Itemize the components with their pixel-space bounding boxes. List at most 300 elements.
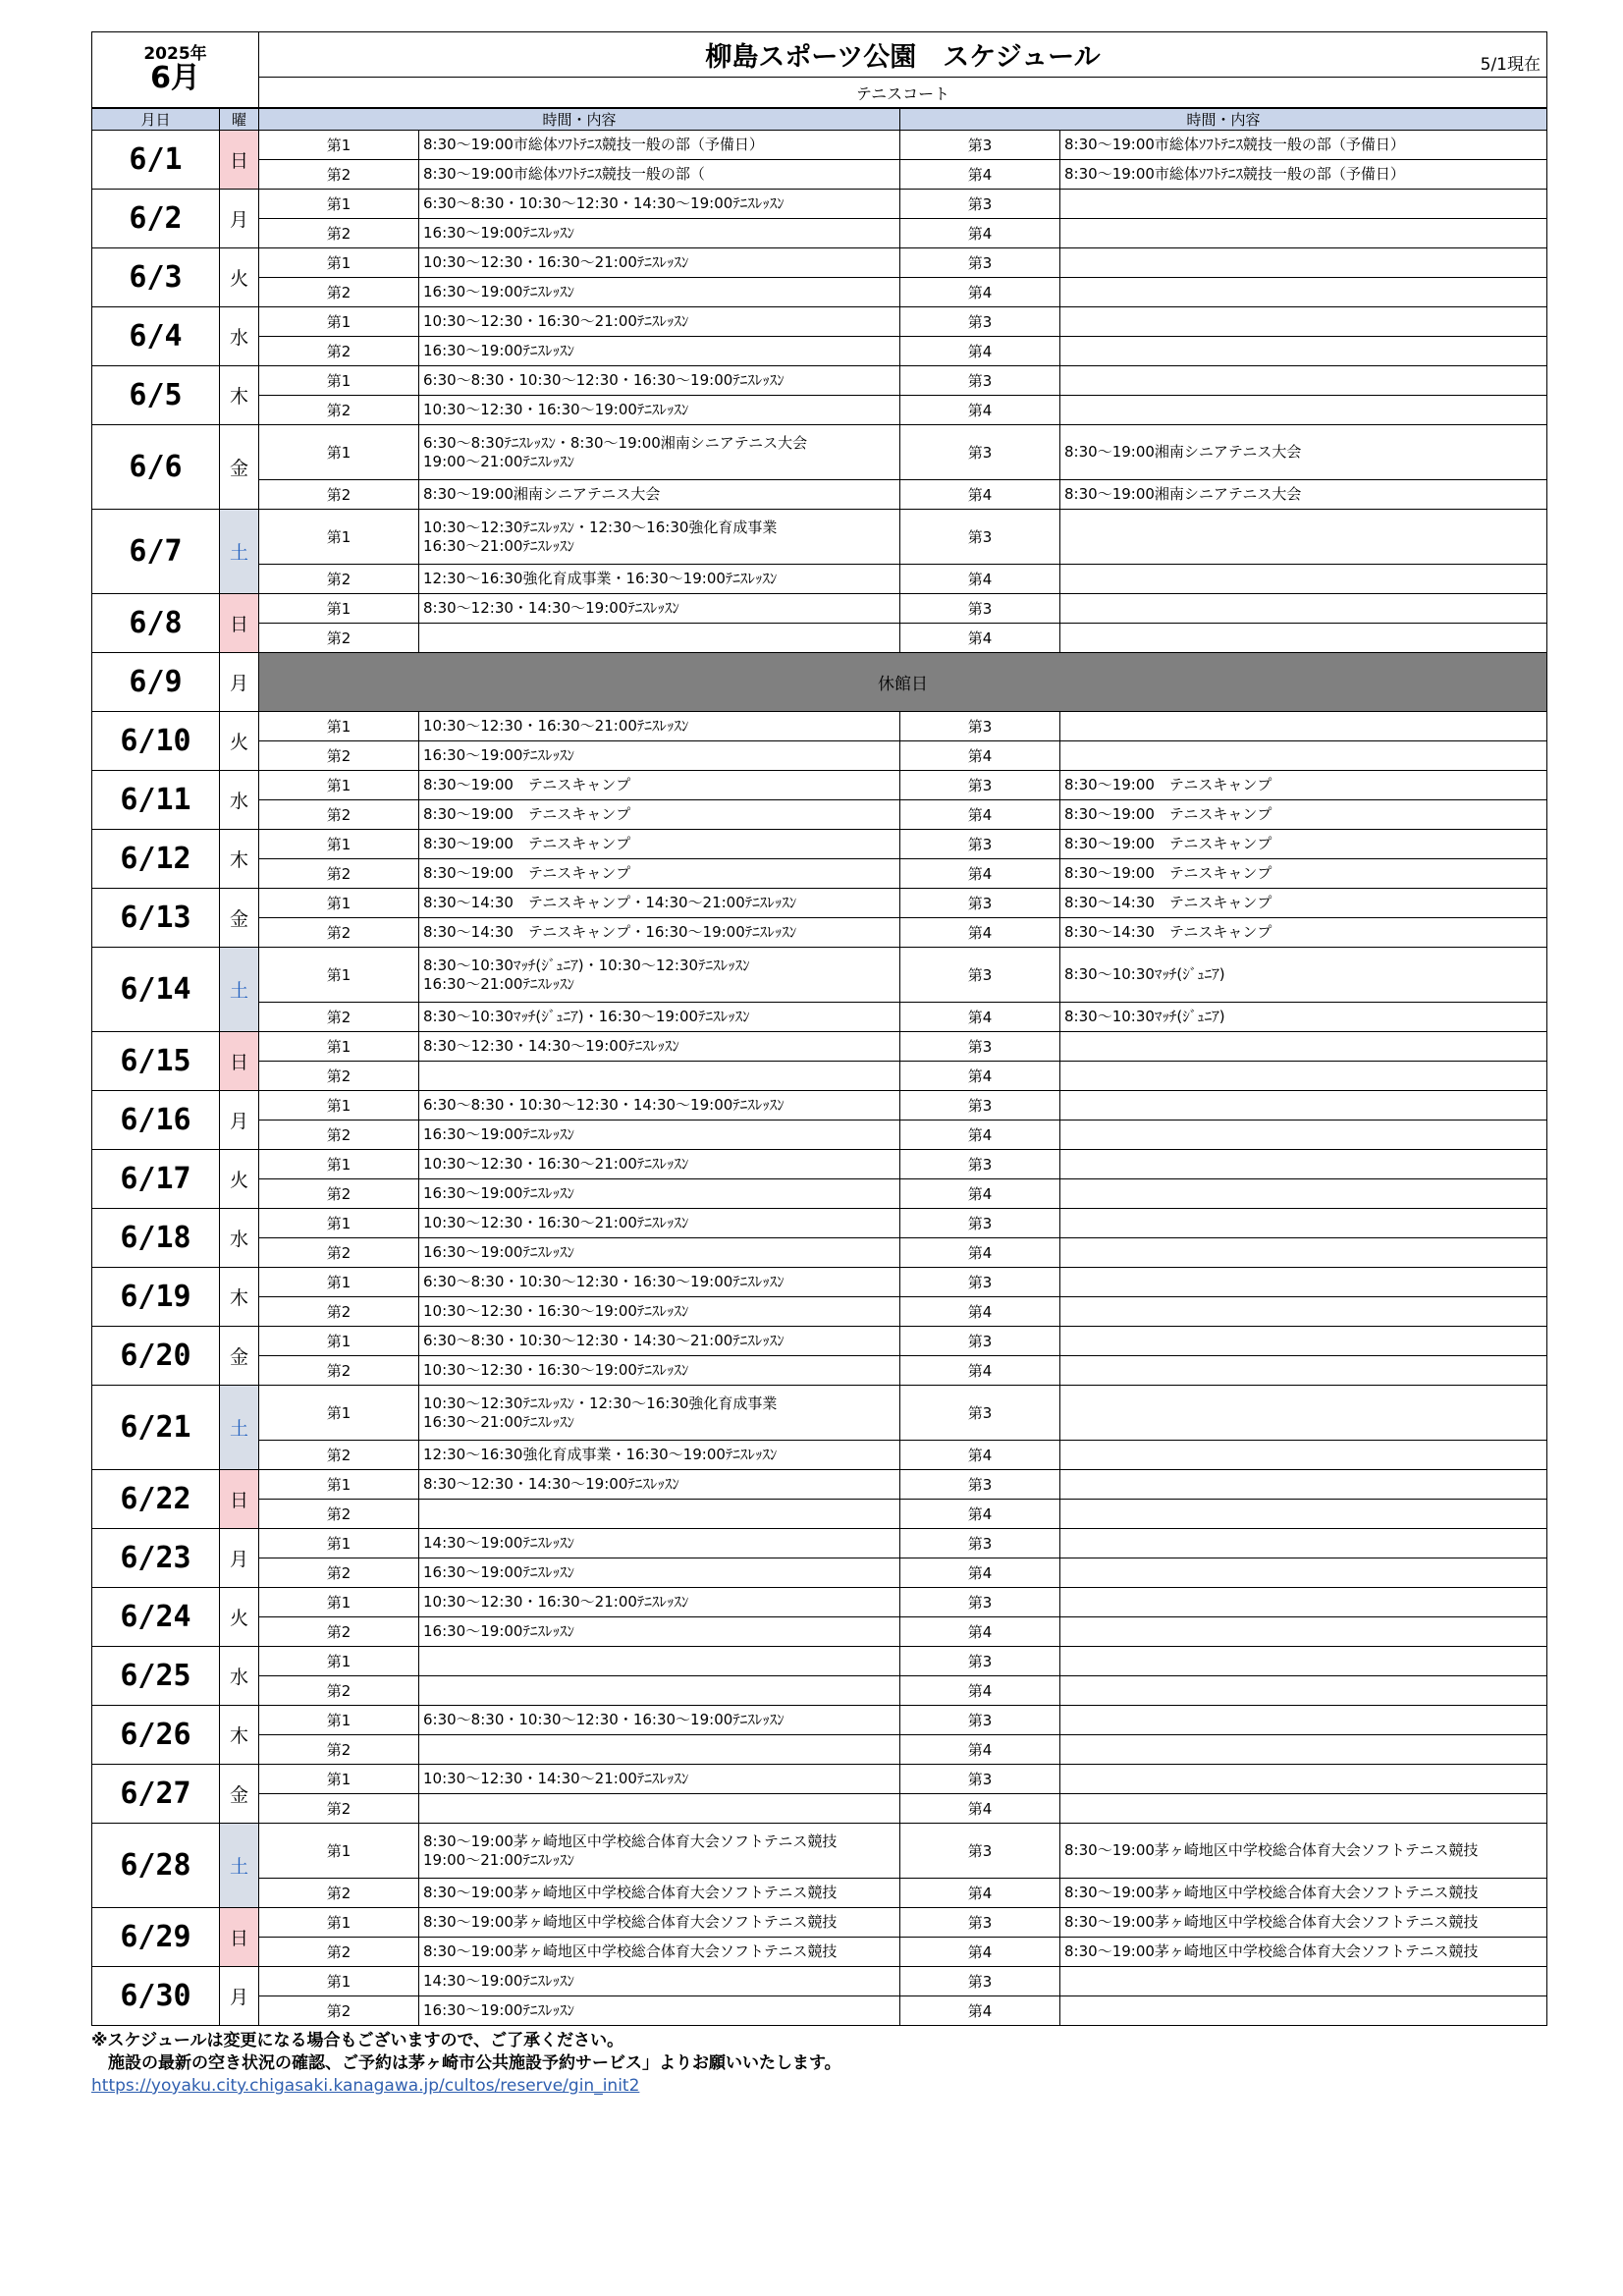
court-label: 第4: [900, 337, 1060, 366]
court-schedule-text: [1060, 278, 1547, 307]
court-schedule-text: 8:30～12:30・14:30～19:00ﾃﾆｽﾚｯｽﾝ: [419, 1032, 900, 1062]
court-label: 第2: [259, 741, 419, 771]
court-label: 第4: [900, 160, 1060, 190]
court-label: 第2: [259, 1003, 419, 1032]
dow-cell: 水: [220, 1647, 259, 1706]
court-schedule-text: 8:30～10:30ﾏｯﾁ(ｼﾞｭﾆｱ)・10:30～12:30ﾃﾆｽﾚｯｽﾝ 16:30～21:00ﾃﾆｽﾚｯｽﾝ: [419, 948, 900, 1003]
court-schedule-text: [1060, 1356, 1547, 1386]
court-label: 第2: [259, 1879, 419, 1908]
closed-day-cell: 休館日: [259, 653, 1547, 712]
court-schedule-text: 6:30～8:30・10:30～12:30・16:30～19:00ﾃﾆｽﾚｯｽﾝ: [419, 366, 900, 396]
court-row: [92, 1996, 1547, 2026]
court-row: [92, 337, 1547, 366]
dow-cell: 月: [220, 190, 259, 248]
date-cell: 6/13: [92, 889, 220, 948]
court-row: [92, 1268, 1547, 1297]
court-row: [92, 859, 1547, 889]
court-schedule-text: 6:30～8:30・10:30～12:30・14:30～19:00ﾃﾆｽﾚｯｽﾝ: [419, 1091, 900, 1121]
court-schedule-text: [1060, 741, 1547, 771]
dow-cell: 水: [220, 1209, 259, 1268]
court-schedule-text: [1060, 1529, 1547, 1558]
date-cell: 6/9: [92, 653, 220, 712]
court-label: 第1: [259, 1647, 419, 1676]
court-schedule-text: [1060, 1617, 1547, 1647]
dow-cell: 金: [220, 425, 259, 510]
court-label: 第2: [259, 396, 419, 425]
court-row: [92, 425, 1547, 480]
court-label: 第4: [900, 624, 1060, 653]
date-cell: 6/7: [92, 510, 220, 594]
court-schedule-text: [1060, 337, 1547, 366]
court-label: 第4: [900, 278, 1060, 307]
month-label: 6月: [150, 61, 200, 95]
court-schedule-text: [1060, 190, 1547, 219]
court-label: 第3: [900, 830, 1060, 859]
court-label: 第3: [900, 1647, 1060, 1676]
court-label: 第4: [900, 1121, 1060, 1150]
court-label: 第4: [900, 1794, 1060, 1824]
court-schedule-text: [1060, 1735, 1547, 1765]
court-schedule-text: 8:30～19:00市総体ｿﾌﾄﾃﾆｽ競技一般の部（予備日）: [1060, 131, 1547, 160]
court-label: 第1: [259, 1588, 419, 1617]
date-cell: 6/3: [92, 248, 220, 307]
court-schedule-text: [1060, 1327, 1547, 1356]
court-label: 第3: [900, 771, 1060, 800]
court-schedule-text: 16:30～19:00ﾃﾆｽﾚｯｽﾝ: [419, 219, 900, 248]
court-schedule-text: 14:30～19:00ﾃﾆｽﾚｯｽﾝ: [419, 1529, 900, 1558]
court-schedule-text: 8:30～19:00市総体ｿﾌﾄﾃﾆｽ競技一般の部（予備日）: [419, 131, 900, 160]
court-label: 第4: [900, 1003, 1060, 1032]
court-row: [92, 396, 1547, 425]
schedule-header-table: [91, 31, 1547, 108]
date-cell: 6/17: [92, 1150, 220, 1209]
dow-cell: 金: [220, 889, 259, 948]
col-time-right-header: 時間・内容: [900, 109, 1547, 131]
court-row: [92, 1735, 1547, 1765]
court-label: 第2: [259, 1794, 419, 1824]
court-schedule-text: 10:30～12:30・16:30～21:00ﾃﾆｽﾚｯｽﾝ: [419, 1209, 900, 1238]
court-label: 第3: [900, 366, 1060, 396]
date-cell: 6/22: [92, 1470, 220, 1529]
court-label: 第3: [900, 1386, 1060, 1441]
dow-cell: 木: [220, 830, 259, 889]
date-cell: 6/16: [92, 1091, 220, 1150]
court-label: 第4: [900, 1617, 1060, 1647]
court-row: [92, 248, 1547, 278]
court-row: [92, 1209, 1547, 1238]
court-schedule-text: [1060, 1238, 1547, 1268]
court-schedule-text: 16:30～19:00ﾃﾆｽﾚｯｽﾝ: [419, 1179, 900, 1209]
court-schedule-text: 8:30～19:00 テニスキャンプ: [419, 830, 900, 859]
court-schedule-text: 10:30～12:30・16:30～21:00ﾃﾆｽﾚｯｽﾝ: [419, 712, 900, 741]
court-label: 第4: [900, 1735, 1060, 1765]
court-row: [92, 510, 1547, 565]
dow-cell: 火: [220, 248, 259, 307]
court-label: 第2: [259, 859, 419, 889]
court-row: [92, 771, 1547, 800]
facility-label: テニスコート: [259, 78, 1547, 108]
court-label: 第2: [259, 278, 419, 307]
court-label: 第2: [259, 1617, 419, 1647]
court-schedule-text: [419, 1062, 900, 1091]
court-schedule-text: 8:30～10:30ﾏｯﾁ(ｼﾞｭﾆｱ)・16:30～19:00ﾃﾆｽﾚｯｽﾝ: [419, 1003, 900, 1032]
court-schedule-text: [1060, 1032, 1547, 1062]
year-month-cell: [92, 32, 259, 108]
court-label: 第1: [259, 1209, 419, 1238]
court-label: 第1: [259, 948, 419, 1003]
court-schedule-text: 8:30～10:30ﾏｯﾁ(ｼﾞｭﾆｱ): [1060, 948, 1547, 1003]
reservation-link[interactable]: https://yoyaku.city.chigasaki.kanagawa.jp/cultos/reserve/gin_init2: [91, 2076, 640, 2096]
date-cell: 6/11: [92, 771, 220, 830]
court-schedule-text: 8:30～19:00茅ヶ崎地区中学校総合体育大会ソフトテニス競技: [1060, 1824, 1547, 1879]
court-label: 第1: [259, 366, 419, 396]
court-label: 第4: [900, 480, 1060, 510]
court-label: 第4: [900, 1238, 1060, 1268]
court-label: 第2: [259, 1938, 419, 1967]
date-cell: 6/30: [92, 1967, 220, 2026]
court-schedule-text: 16:30～19:00ﾃﾆｽﾚｯｽﾝ: [419, 741, 900, 771]
court-label: 第2: [259, 1356, 419, 1386]
date-cell: 6/18: [92, 1209, 220, 1268]
court-label: 第1: [259, 131, 419, 160]
court-schedule-text: 10:30～12:30・14:30～21:00ﾃﾆｽﾚｯｽﾝ: [419, 1765, 900, 1794]
court-label: 第2: [259, 1676, 419, 1706]
court-label: 第4: [900, 1441, 1060, 1470]
note-line-1: ※スケジュールは変更になる場合もございますので、ご了承ください。: [91, 2031, 624, 2050]
date-cell: 6/28: [92, 1824, 220, 1908]
dow-cell: 火: [220, 1588, 259, 1647]
court-label: 第2: [259, 1558, 419, 1588]
court-label: 第4: [900, 1558, 1060, 1588]
court-label: 第2: [259, 160, 419, 190]
court-schedule-text: 8:30～19:00市総体ｿﾌﾄﾃﾆｽ競技一般の部（: [419, 160, 900, 190]
court-label: 第3: [900, 307, 1060, 337]
court-row: [92, 1647, 1547, 1676]
dow-cell: 月: [220, 1967, 259, 2026]
court-label: 第1: [259, 307, 419, 337]
court-schedule-text: 10:30～12:30・16:30～19:00ﾃﾆｽﾚｯｽﾝ: [419, 1297, 900, 1327]
court-label: 第1: [259, 1967, 419, 1996]
court-label: 第1: [259, 510, 419, 565]
date-cell: 6/5: [92, 366, 220, 425]
court-row: [92, 1529, 1547, 1558]
court-schedule-text: 16:30～19:00ﾃﾆｽﾚｯｽﾝ: [419, 278, 900, 307]
court-schedule-text: [1060, 1179, 1547, 1209]
court-schedule-text: [419, 1794, 900, 1824]
court-schedule-text: 8:30～19:00茅ヶ崎地区中学校総合体育大会ソフトテニス競技: [419, 1908, 900, 1938]
court-schedule-text: [1060, 594, 1547, 624]
court-label: 第4: [900, 1879, 1060, 1908]
date-cell: 6/20: [92, 1327, 220, 1386]
court-schedule-text: 8:30～10:30ﾏｯﾁ(ｼﾞｭﾆｱ): [1060, 1003, 1547, 1032]
court-label: 第3: [900, 1908, 1060, 1938]
court-label: 第3: [900, 425, 1060, 480]
court-schedule-text: 8:30～14:30 テニスキャンプ・14:30～21:00ﾃﾆｽﾚｯｽﾝ: [419, 889, 900, 918]
court-schedule-text: 8:30～19:00茅ヶ崎地区中学校総合体育大会ソフトテニス競技: [1060, 1938, 1547, 1967]
court-row: [92, 1879, 1547, 1908]
court-row: [92, 1062, 1547, 1091]
court-schedule-text: [1060, 1588, 1547, 1617]
date-cell: 6/21: [92, 1386, 220, 1470]
court-row: [92, 1824, 1547, 1879]
court-label: 第4: [900, 859, 1060, 889]
court-schedule-text: [1060, 1091, 1547, 1121]
court-row: [92, 1121, 1547, 1150]
court-schedule-text: 8:30～12:30・14:30～19:00ﾃﾆｽﾚｯｽﾝ: [419, 1470, 900, 1500]
dow-cell: 土: [220, 510, 259, 594]
court-schedule-text: 12:30～16:30強化育成事業・16:30～19:00ﾃﾆｽﾚｯｽﾝ: [419, 565, 900, 594]
court-label: 第2: [259, 624, 419, 653]
court-label: 第3: [900, 948, 1060, 1003]
court-schedule-text: 8:30～19:00 テニスキャンプ: [419, 800, 900, 830]
court-schedule-text: [1060, 1297, 1547, 1327]
court-label: 第3: [900, 1824, 1060, 1879]
court-label: 第1: [259, 1470, 419, 1500]
col-time-left-header: 時間・内容: [259, 109, 900, 131]
court-row: [92, 830, 1547, 859]
court-row: [92, 1441, 1547, 1470]
court-schedule-text: 8:30～19:00 テニスキャンプ: [1060, 830, 1547, 859]
court-schedule-text: [1060, 396, 1547, 425]
court-schedule-text: 16:30～19:00ﾃﾆｽﾚｯｽﾝ: [419, 1996, 900, 2026]
court-schedule-text: 8:30～12:30・14:30～19:00ﾃﾆｽﾚｯｽﾝ: [419, 594, 900, 624]
dow-cell: 日: [220, 1470, 259, 1529]
dow-cell: 水: [220, 771, 259, 830]
court-label: 第4: [900, 396, 1060, 425]
court-schedule-text: 10:30～12:30・16:30～21:00ﾃﾆｽﾚｯｽﾝ: [419, 1150, 900, 1179]
court-label: 第4: [900, 1996, 1060, 2026]
court-label: 第1: [259, 1706, 419, 1735]
court-label: 第3: [900, 1091, 1060, 1121]
schedule-sheet: [91, 31, 1546, 2098]
court-schedule-text: 8:30～19:00 テニスキャンプ: [1060, 800, 1547, 830]
dow-cell: 土: [220, 1386, 259, 1470]
court-label: 第2: [259, 1996, 419, 2026]
court-schedule-text: [1060, 366, 1547, 396]
court-label: 第2: [259, 1500, 419, 1529]
court-schedule-text: [1060, 510, 1547, 565]
court-row: [92, 800, 1547, 830]
court-schedule-text: 6:30～8:30・10:30～12:30・16:30～19:00ﾃﾆｽﾚｯｽﾝ: [419, 1268, 900, 1297]
date-cell: 6/23: [92, 1529, 220, 1588]
court-label: 第3: [900, 1588, 1060, 1617]
court-row: [92, 1500, 1547, 1529]
court-schedule-text: [1060, 1121, 1547, 1150]
court-schedule-text: [1060, 1470, 1547, 1500]
court-schedule-text: 8:30～19:00茅ヶ崎地区中学校総合体育大会ソフトテニス競技: [419, 1879, 900, 1908]
court-schedule-text: 8:30～14:30 テニスキャンプ: [1060, 918, 1547, 948]
court-label: 第3: [900, 1209, 1060, 1238]
dow-cell: 水: [220, 307, 259, 366]
court-schedule-text: [1060, 1386, 1547, 1441]
court-label: 第3: [900, 131, 1060, 160]
dow-cell: 金: [220, 1765, 259, 1824]
court-row: [92, 565, 1547, 594]
court-label: 第3: [900, 1032, 1060, 1062]
court-row: [92, 1794, 1547, 1824]
court-schedule-text: [419, 1676, 900, 1706]
court-schedule-text: 6:30～8:30ﾃﾆｽﾚｯｽﾝ・8:30～19:00湘南シニアテニス大会 19:00～21:00ﾃﾆｽﾚｯｽﾝ: [419, 425, 900, 480]
column-header-row: [92, 109, 1547, 131]
court-label: 第1: [259, 1765, 419, 1794]
court-row: [92, 1676, 1547, 1706]
court-label: 第3: [900, 1150, 1060, 1179]
dow-cell: 土: [220, 948, 259, 1032]
court-row: [92, 712, 1547, 741]
court-label: 第2: [259, 337, 419, 366]
court-row: [92, 278, 1547, 307]
court-label: 第3: [900, 190, 1060, 219]
court-label: 第2: [259, 1735, 419, 1765]
court-schedule-text: [419, 1735, 900, 1765]
date-cell: 6/24: [92, 1588, 220, 1647]
dow-cell: 月: [220, 1091, 259, 1150]
col-dow-header: 曜: [220, 109, 259, 131]
schedule-grid: [91, 108, 1547, 2026]
court-label: 第2: [259, 1441, 419, 1470]
court-label: 第3: [900, 1529, 1060, 1558]
as-of-date: 5/1現在: [1480, 55, 1541, 75]
court-schedule-text: [1060, 1676, 1547, 1706]
dow-cell: 木: [220, 1706, 259, 1765]
court-schedule-text: [1060, 624, 1547, 653]
court-label: 第4: [900, 565, 1060, 594]
court-label: 第4: [900, 1356, 1060, 1386]
court-schedule-text: 8:30～14:30 テニスキャンプ・16:30～19:00ﾃﾆｽﾚｯｽﾝ: [419, 918, 900, 948]
date-cell: 6/10: [92, 712, 220, 771]
court-schedule-text: 8:30～19:00 テニスキャンプ: [419, 771, 900, 800]
dow-cell: 月: [220, 1529, 259, 1588]
court-schedule-text: [1060, 1794, 1547, 1824]
court-schedule-text: [419, 624, 900, 653]
court-label: 第1: [259, 594, 419, 624]
court-schedule-text: [1060, 1558, 1547, 1588]
date-cell: 6/25: [92, 1647, 220, 1706]
court-label: 第3: [900, 248, 1060, 278]
court-schedule-text: 8:30～19:00 テニスキャンプ: [1060, 859, 1547, 889]
court-label: 第1: [259, 771, 419, 800]
court-row: [92, 624, 1547, 653]
court-schedule-text: 16:30～19:00ﾃﾆｽﾚｯｽﾝ: [419, 1558, 900, 1588]
dow-cell: 月: [220, 653, 259, 712]
court-schedule-text: 8:30～19:00茅ヶ崎地区中学校総合体育大会ソフトテニス競技: [419, 1938, 900, 1967]
court-schedule-text: 10:30～12:30・16:30～21:00ﾃﾆｽﾚｯｽﾝ: [419, 1588, 900, 1617]
court-label: 第1: [259, 248, 419, 278]
court-label: 第3: [900, 510, 1060, 565]
court-label: 第1: [259, 889, 419, 918]
year-label: 2025年: [143, 44, 207, 64]
court-schedule-text: 16:30～19:00ﾃﾆｽﾚｯｽﾝ: [419, 1121, 900, 1150]
date-cell: 6/6: [92, 425, 220, 510]
dow-cell: 土: [220, 1824, 259, 1908]
court-schedule-text: 16:30～19:00ﾃﾆｽﾚｯｽﾝ: [419, 1238, 900, 1268]
court-schedule-text: [1060, 1150, 1547, 1179]
court-row: [92, 1297, 1547, 1327]
dow-cell: 金: [220, 1327, 259, 1386]
court-schedule-text: [1060, 712, 1547, 741]
court-label: 第4: [900, 918, 1060, 948]
court-row: [92, 1003, 1547, 1032]
court-label: 第2: [259, 1179, 419, 1209]
court-row: [92, 1706, 1547, 1735]
court-schedule-text: [1060, 1500, 1547, 1529]
court-label: 第2: [259, 219, 419, 248]
court-row: [92, 889, 1547, 918]
court-label: 第3: [900, 1967, 1060, 1996]
court-row: [92, 366, 1547, 396]
court-row: [92, 307, 1547, 337]
court-label: 第2: [259, 1062, 419, 1091]
court-row: [92, 1558, 1547, 1588]
dow-cell: 木: [220, 366, 259, 425]
day-row-closed: [92, 653, 1547, 712]
court-schedule-text: 16:30～19:00ﾃﾆｽﾚｯｽﾝ: [419, 1617, 900, 1647]
dow-cell: 日: [220, 1032, 259, 1091]
court-schedule-text: 16:30～19:00ﾃﾆｽﾚｯｽﾝ: [419, 337, 900, 366]
court-schedule-text: 10:30～12:30・16:30～21:00ﾃﾆｽﾚｯｽﾝ: [419, 307, 900, 337]
court-schedule-text: [1060, 1209, 1547, 1238]
date-cell: 6/29: [92, 1908, 220, 1967]
court-schedule-text: 8:30～14:30 テニスキャンプ: [1060, 889, 1547, 918]
court-row: [92, 948, 1547, 1003]
court-schedule-text: [1060, 248, 1547, 278]
court-label: 第1: [259, 1908, 419, 1938]
court-label: 第1: [259, 1529, 419, 1558]
court-label: 第2: [259, 918, 419, 948]
court-label: 第2: [259, 480, 419, 510]
court-row: [92, 1386, 1547, 1441]
court-label: 第1: [259, 1032, 419, 1062]
court-row: [92, 1179, 1547, 1209]
note-line-2: 施設の最新の空き状況の確認、ご予約は茅ヶ崎市公共施設予約サービス」よりお願いいたします。: [91, 2053, 841, 2073]
court-row: [92, 480, 1547, 510]
court-label: 第2: [259, 800, 419, 830]
court-schedule-text: [1060, 1996, 1547, 2026]
court-schedule-text: 8:30～19:00茅ヶ崎地区中学校総合体育大会ソフトテニス競技: [1060, 1908, 1547, 1938]
court-schedule-text: [1060, 1706, 1547, 1735]
date-cell: 6/27: [92, 1765, 220, 1824]
court-label: 第4: [900, 1676, 1060, 1706]
court-schedule-text: [1060, 1062, 1547, 1091]
court-row: [92, 1765, 1547, 1794]
court-row: [92, 1617, 1547, 1647]
court-label: 第4: [900, 1500, 1060, 1529]
court-label: 第1: [259, 425, 419, 480]
dow-cell: 日: [220, 594, 259, 653]
court-schedule-text: 10:30～12:30ﾃﾆｽﾚｯｽﾝ・12:30～16:30強化育成事業 16:30～21:00ﾃﾆｽﾚｯｽﾝ: [419, 1386, 900, 1441]
date-cell: 6/4: [92, 307, 220, 366]
court-row: [92, 1588, 1547, 1617]
dow-cell: 火: [220, 712, 259, 771]
court-label: 第3: [900, 889, 1060, 918]
page-title: 柳島スポーツ公園 スケジュール: [705, 42, 1101, 73]
court-label: 第1: [259, 1150, 419, 1179]
court-label: 第1: [259, 190, 419, 219]
court-label: 第1: [259, 1386, 419, 1441]
date-cell: 6/12: [92, 830, 220, 889]
court-schedule-text: [1060, 565, 1547, 594]
date-cell: 6/2: [92, 190, 220, 248]
date-cell: 6/15: [92, 1032, 220, 1091]
court-label: 第2: [259, 1297, 419, 1327]
court-label: 第2: [259, 1121, 419, 1150]
court-schedule-text: 8:30～19:00 テニスキャンプ: [419, 859, 900, 889]
court-label: 第3: [900, 1327, 1060, 1356]
court-label: 第4: [900, 741, 1060, 771]
court-schedule-text: 12:30～16:30強化育成事業・16:30～19:00ﾃﾆｽﾚｯｽﾝ: [419, 1441, 900, 1470]
date-cell: 6/19: [92, 1268, 220, 1327]
dow-cell: 日: [220, 1908, 259, 1967]
